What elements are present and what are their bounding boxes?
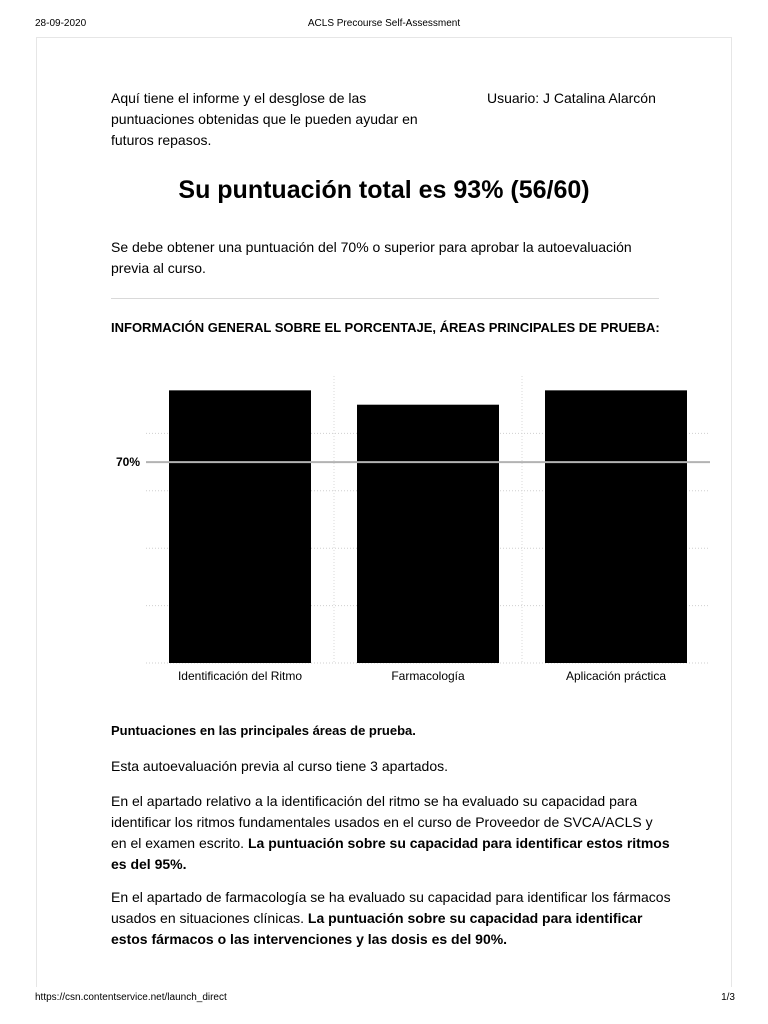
bar-1 [169, 390, 311, 663]
print-title: ACLS Precourse Self-Assessment [307, 18, 461, 29]
score-bar-chart [0, 368, 768, 698]
bar-3 [545, 390, 687, 663]
intro-text: Aquí tiene el informe y el desglose de las puntuaciones obtenidas que le pueden ayudar en futuros repasos. [111, 90, 418, 148]
category-label: Farmacología [391, 669, 465, 683]
pharmacology-text: En el apartado de farmacología se ha evaluado su capacidad para identificar los fármacos usados en situaciones clínicas. [111, 889, 671, 926]
overview-section-title: INFORMACIÓN GENERAL SOBRE EL PORCENTAJE, ÁREAS PRINCIPALES DE PRUEBA: [111, 320, 660, 335]
category-label: Aplicación práctica [565, 669, 667, 683]
category-label: Identificación del Ritmo [177, 669, 303, 683]
print-date: 28-09-2020 [35, 18, 87, 29]
page-number: 1/3 [721, 992, 735, 1003]
pharmacology-score-text: La puntuación sobre su capacidad para identificar estos fármacos o las intervenciones y las dosis es del 90%. [111, 910, 643, 947]
divider [111, 298, 659, 299]
sections-count-text: Esta autoevaluación previa al curso tiene 3 apartados. [111, 758, 448, 774]
rhythm-paragraph [111, 791, 671, 875]
pass-threshold-note: Se debe obtener una puntuación del 70% o superior para aprobar la autoevaluación previa al curso. [111, 239, 632, 276]
pharmacology-paragraph [111, 887, 671, 950]
bar-2 [357, 405, 499, 663]
scores-section-title: Puntuaciones en las principales áreas de prueba. [111, 723, 416, 738]
print-url: https://csn.contentservice.net/launch_direct [35, 992, 227, 1003]
pass-threshold-label: 70% [115, 455, 140, 470]
rhythm-score-text: La puntuación sobre su capacidad para identificar estos ritmos es del 95%. [111, 835, 670, 872]
total-score-heading: Su puntuación total es 93% (56/60) [178, 176, 590, 204]
rhythm-text: En el apartado relativo a la identificación del ritmo se ha evaluado su capacidad para identificar los ritmos fundamentales usados en el curso de Proveedor de SVCA/ACLS y en el examen escrito. [111, 793, 653, 851]
user-name: Usuario: J Catalina Alarcón [487, 90, 656, 106]
